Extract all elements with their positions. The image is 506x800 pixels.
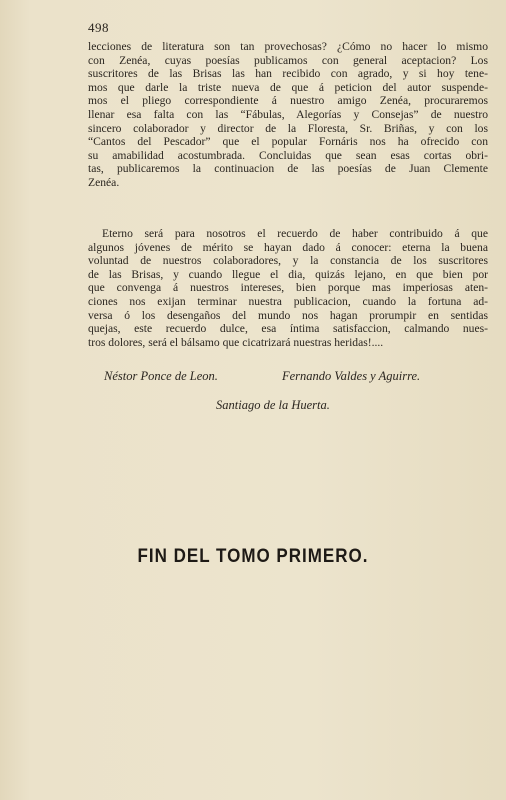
text-line: “Cantos del Pescador” que el popular Fornáris nos ha ofrecido con (88, 135, 488, 149)
text-line: llenar esa falta con las “Fábulas, Alegorías y Consejas” de nuestro (88, 107, 488, 121)
text-line: suscritores de las Brisas las han recibido con agrado, y si hoy tene- (88, 67, 488, 81)
text-line: tas, publicaremos la continuacion de las poesías de Juan Clemente (88, 162, 488, 176)
text-line: quejas, este recuerdo dulce, esa íntima satisfaccion, calmando nues- (88, 322, 488, 336)
text-line: tros dolores, será el bálsamo que cicatrizará nuestras heridas!.... (88, 335, 384, 349)
text-line: Zenéa. (88, 175, 120, 189)
text-line: algunos jóvenes de mérito se hayan dado á conocer: eterna la buena (88, 240, 488, 254)
text-line: Eterno será para nosotros el recuerdo de haber contribuido á que (102, 227, 488, 240)
text-line: su amabilidad acostumbrada. Concluidas que sean esas cortas obri- (88, 148, 488, 162)
text-line: que convenga á nuestros intereses, bien porque mas imperiosas aten- (88, 281, 488, 295)
text-line: versa ó los desengaños del mundo nos hagan prorumpir en sentidas (88, 308, 488, 322)
text-line: de las Brisas, y cuando llegue el dia, quizás lejano, en que bien por (88, 267, 488, 281)
paragraph-farewell (88, 227, 488, 349)
text-line: sincero colaborador y director de la Floresta, Sr. Briñas, y con los (88, 121, 488, 135)
text-line: mos el pliego correspondiente á nuestro amigo Zenéa, procuraremos (88, 94, 488, 108)
page-number: 498 (88, 20, 109, 35)
paragraph-closing-note (88, 40, 488, 190)
signature-fernando-valdes: Fernando Valdes y Aguirre. (282, 369, 421, 383)
text-line: lecciones de literatura son tan provechosas? ¿Cómo no hacer lo mismo (88, 40, 488, 53)
text-line: mos que darle la triste nueva de que á peticion del autor suspende- (88, 80, 488, 94)
signature-nestor-ponce: Néstor Ponce de Leon. (104, 369, 218, 383)
end-of-volume-title: FIN DEL TOMO PRIMERO. (137, 544, 369, 567)
signature-santiago-huerta: Santiago de la Huerta. (216, 398, 330, 412)
text-line: con Zenéa, cuyas poesías publicamos con general aceptacion? Los (88, 53, 488, 67)
text-line: ciones nos exijan terminar nuestra publicacion, cuando la fortuna ad- (88, 294, 488, 308)
text-line: voluntad de nuestros colaboradores, y la constancia de los suscritores (88, 254, 488, 268)
